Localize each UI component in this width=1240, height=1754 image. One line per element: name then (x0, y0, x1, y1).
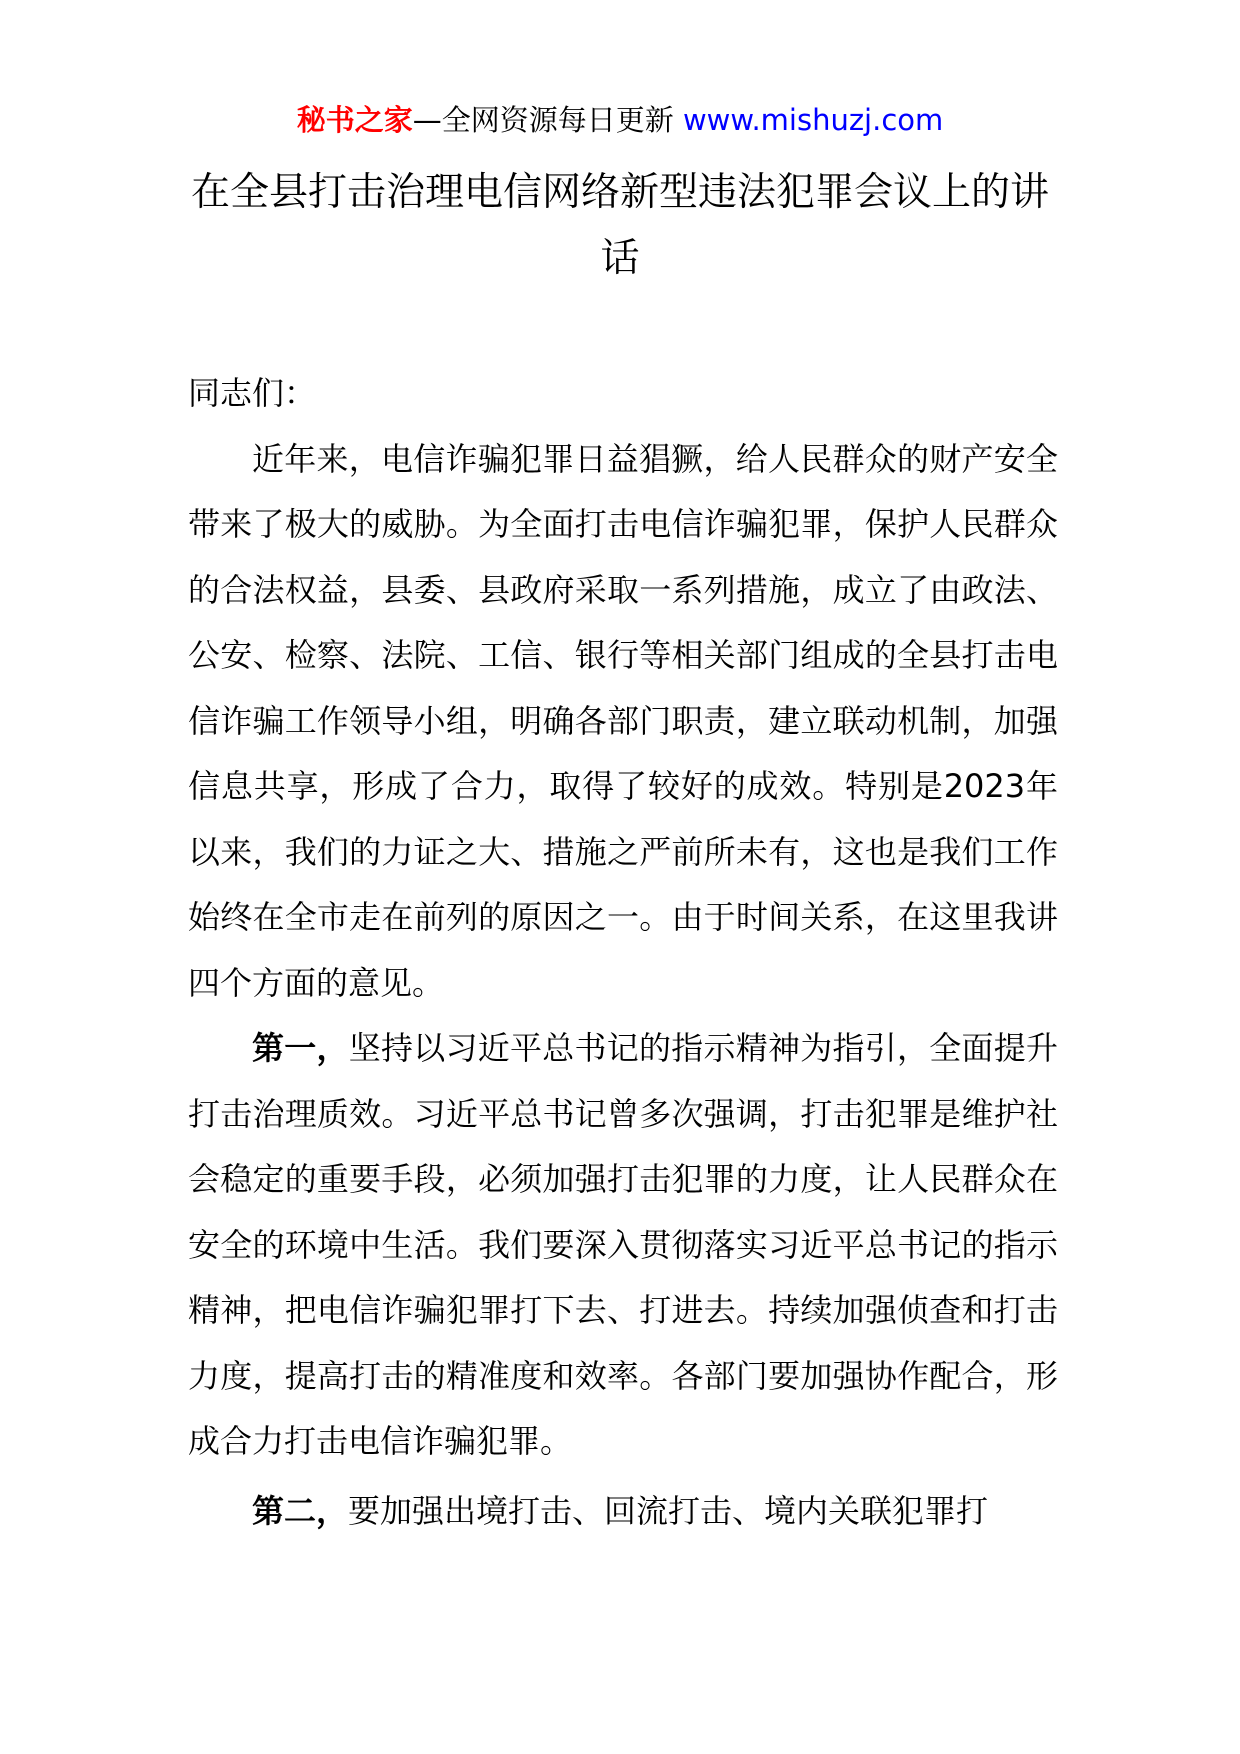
site-tagline: —全网资源每日更新 (412, 103, 674, 137)
salutation: 同志们： (188, 374, 317, 412)
document-body (188, 361, 1058, 1544)
paragraph-lead: 第一， (252, 1029, 349, 1067)
paragraph-point-one (188, 1016, 1058, 1475)
paragraph-intro (188, 427, 1058, 1017)
site-header (0, 100, 1240, 140)
paragraph-lead: 第二， (252, 1491, 349, 1530)
paragraph-text: 近年来，电信诈骗犯罪日益猖獗，给人民群众的财产安全带来了极大的威胁。为全面打击电信诈骗犯罪，保护人民群众的合法权益，县委、县政府采取一系列措施，成立了由政法、公安、检察、法院、工信、银行等相关部门组成的全县打击电信诈骗工作领导小组，明确各部门职责，建立联动机制，加强信息共享，形成了合力，取得了较好的成效。特别是2023年以来，我们的力证之大、措施之严前所未有，这也是我们工作始终在全市走在前列的原因之一。由于时间关系，在这里我讲四个方面的意见。 (188, 439, 1058, 1002)
site-brand: 秘书之家 (296, 103, 413, 137)
paragraph-text: 坚持以习近平总书记的指示精神为指引，全面提升打击治理质效。习近平总书记曾多次强调，打击犯罪是维护社会稳定的重要手段，必须加强打击犯罪的力度，让人民群众在安全的环境中生活。我们要深入贯彻落实习近平总书记的指示精神，把电信诈骗犯罪打下去、打进去。持续加强侦查和打击力度，提高打击的精准度和效率。各部门要加强协作配合，形成合力打击电信诈骗犯罪。 (188, 1029, 1058, 1460)
document-title: 在全县打击治理电信网络新型违法犯罪会议上的讲话 (190, 170, 1049, 281)
site-url-link[interactable]: www.mishuzj.com (682, 103, 944, 137)
paragraph-point-two (188, 1479, 1058, 1545)
paragraph-text: 要加强出境打击、回流打击、境内关联犯罪打 (348, 1491, 989, 1530)
